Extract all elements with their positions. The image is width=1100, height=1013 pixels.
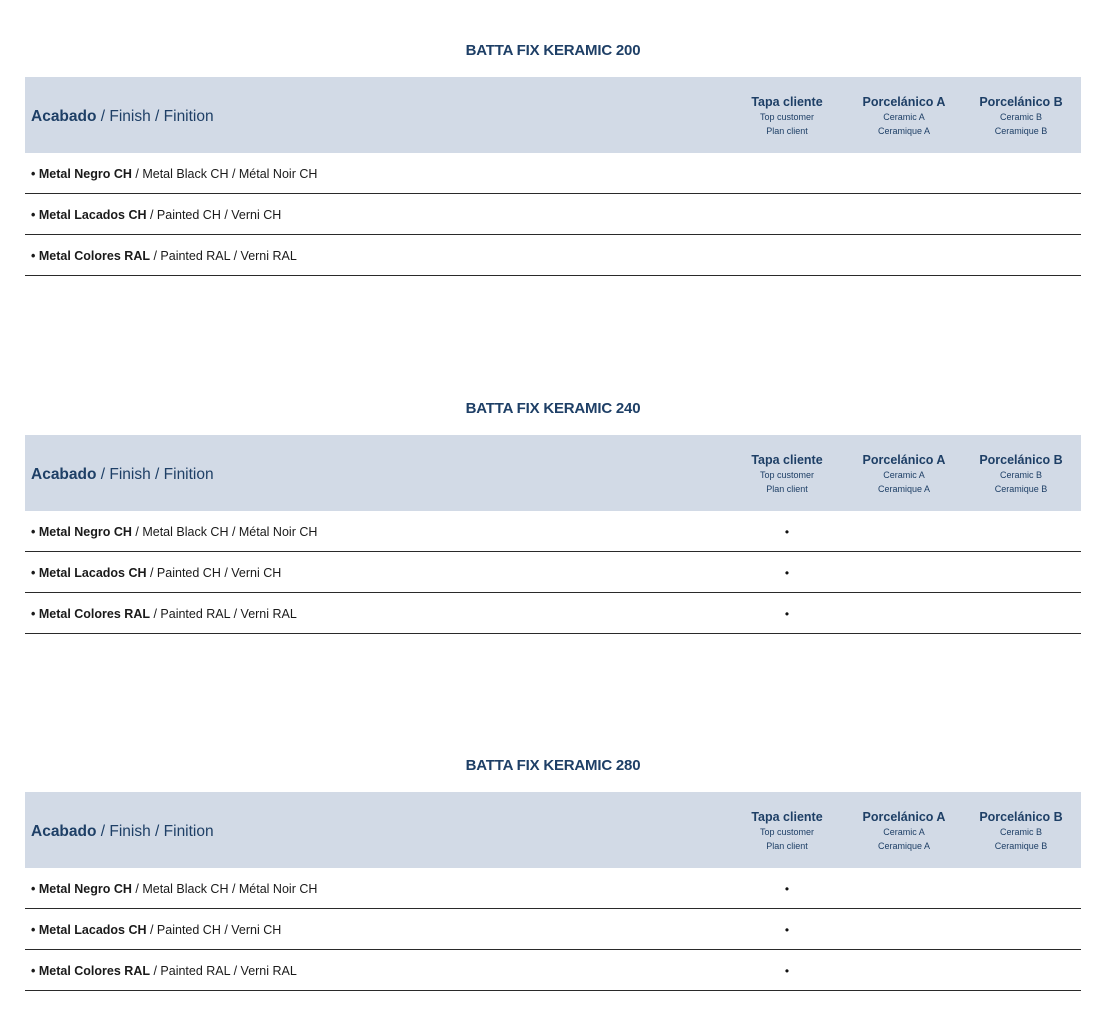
availability-mark: • [784, 882, 790, 896]
row-label: • Metal Lacados CH / Painted CH / Verni CH [31, 208, 282, 222]
col-header-porcelanico-a: Porcelánico A Ceramic A Ceramique A [862, 810, 946, 851]
table-row [25, 593, 1081, 634]
availability-mark: • [784, 566, 790, 580]
table-row [25, 552, 1081, 593]
table-row [25, 194, 1081, 235]
availability-mark: • [784, 964, 790, 978]
row-label: • Metal Negro CH / Metal Black CH / Métal Noir CH [31, 882, 318, 896]
section-title: BATTA FIX KERAMIC 240 [465, 400, 641, 417]
row-label: • Metal Colores RAL / Painted RAL / Verni RAL [31, 607, 297, 621]
table-row [25, 153, 1081, 194]
col-header-tapa-cliente: Tapa cliente Top customer Plan client [751, 95, 823, 136]
table-header [25, 792, 1081, 868]
table-row [25, 868, 1081, 909]
col-header-tapa-cliente: Tapa cliente Top customer Plan client [751, 453, 823, 494]
table-row [25, 909, 1081, 950]
col-header-porcelanico-a: Porcelánico A Ceramic A Ceramique A [862, 95, 946, 136]
section-title: BATTA FIX KERAMIC 280 [465, 757, 641, 774]
table-section-280 [25, 754, 1081, 991]
row-label: • Metal Negro CH / Metal Black CH / Métal Noir CH [31, 525, 318, 539]
finish-header: Acabado / Finish / Finition [31, 823, 214, 840]
col-header-porcelanico-b: Porcelánico B Ceramic B Ceramique B [979, 95, 1063, 136]
finish-header: Acabado / Finish / Finition [31, 108, 214, 125]
table-row [25, 950, 1081, 991]
section-title: BATTA FIX KERAMIC 200 [465, 42, 641, 59]
table-row [25, 511, 1081, 552]
table-header [25, 435, 1081, 511]
table-section-240 [25, 397, 1081, 634]
table-section-200 [25, 39, 1081, 276]
row-label: • Metal Lacados CH / Painted CH / Verni CH [31, 566, 282, 580]
row-label: • Metal Negro CH / Metal Black CH / Métal Noir CH [31, 167, 318, 181]
col-header-porcelanico-b: Porcelánico B Ceramic B Ceramique B [979, 810, 1063, 851]
availability-mark: • [784, 923, 790, 937]
col-header-tapa-cliente: Tapa cliente Top customer Plan client [751, 810, 823, 851]
availability-mark: • [784, 525, 790, 539]
row-label: • Metal Lacados CH / Painted CH / Verni CH [31, 923, 282, 937]
table-header [25, 77, 1081, 153]
table-row [25, 235, 1081, 276]
col-header-porcelanico-b: Porcelánico B Ceramic B Ceramique B [979, 453, 1063, 494]
finish-header: Acabado / Finish / Finition [31, 466, 214, 483]
availability-mark: • [784, 607, 790, 621]
col-header-porcelanico-a: Porcelánico A Ceramic A Ceramique A [862, 453, 946, 494]
row-label: • Metal Colores RAL / Painted RAL / Verni RAL [31, 249, 297, 263]
row-label: • Metal Colores RAL / Painted RAL / Verni RAL [31, 964, 297, 978]
